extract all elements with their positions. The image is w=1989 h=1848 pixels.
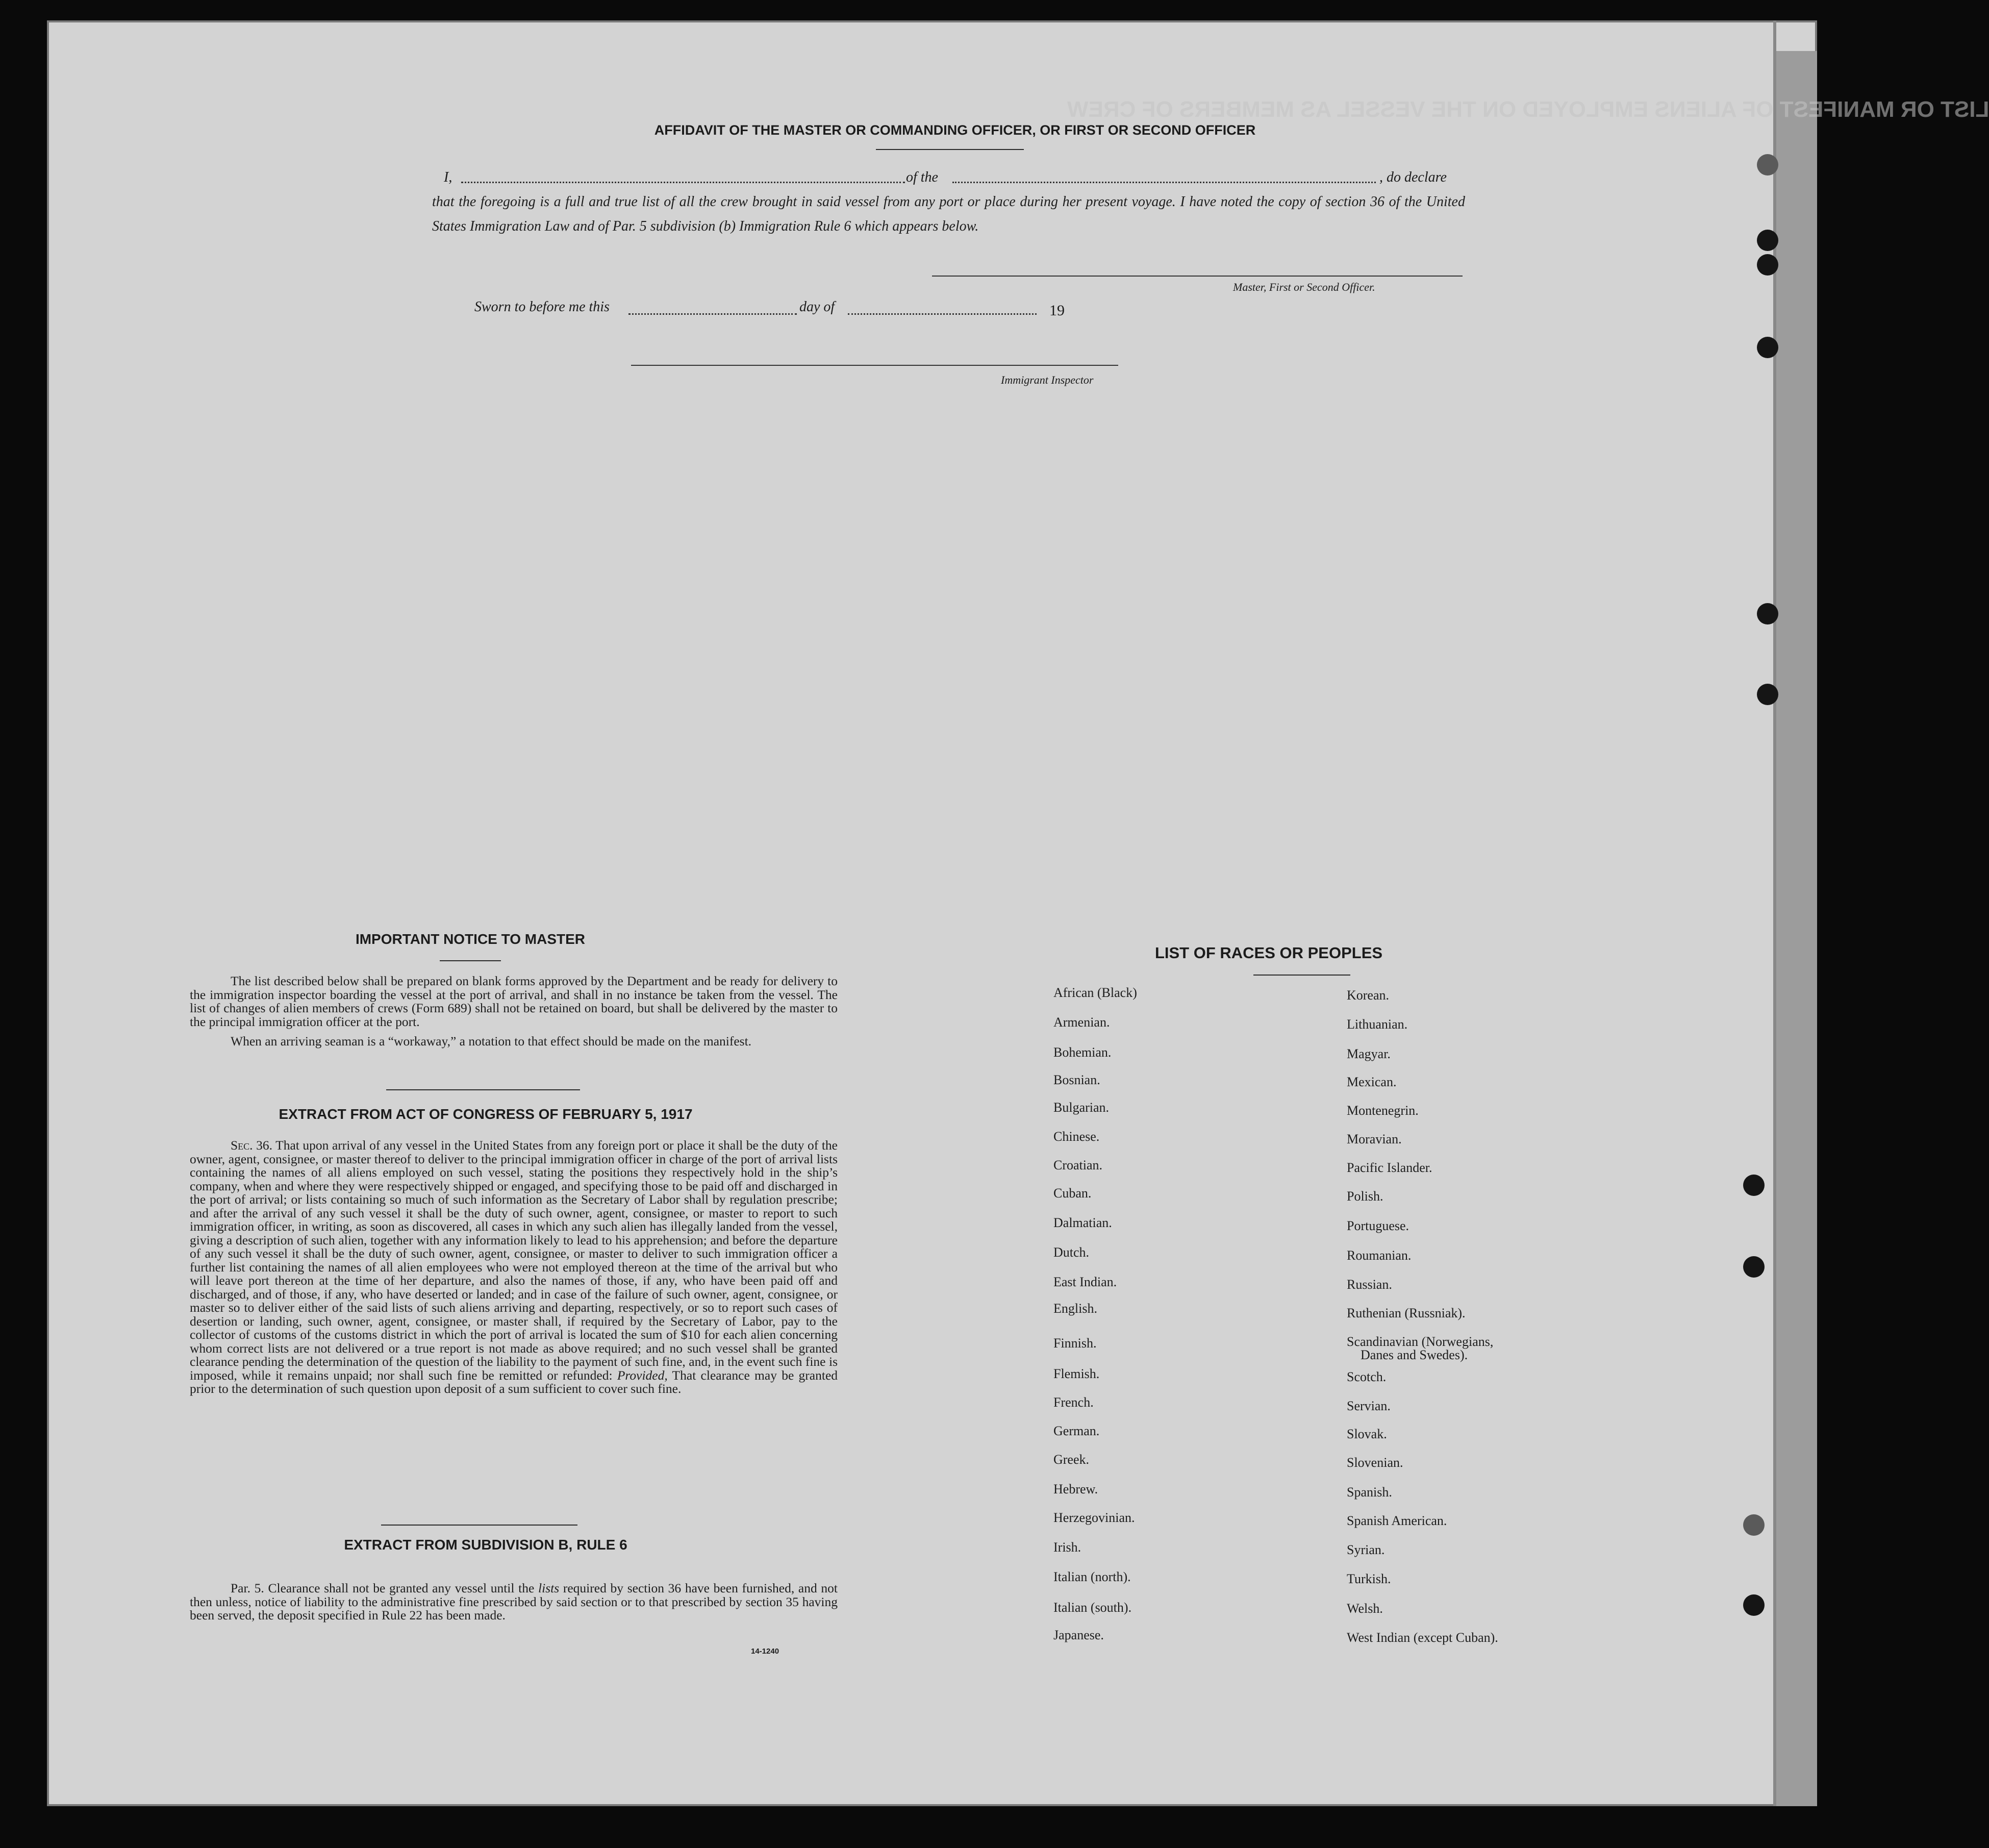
- race-item: Spanish American.: [1347, 1513, 1447, 1528]
- race-item: Magyar.: [1347, 1046, 1391, 1061]
- inspector-label: Immigrant Inspector: [1001, 373, 1094, 386]
- race-item: Montenegrin.: [1347, 1103, 1419, 1118]
- race-item: Polish.: [1347, 1189, 1383, 1204]
- notice-divider: [386, 1089, 580, 1090]
- punch-hole: [1757, 603, 1778, 625]
- race-item: Servian.: [1347, 1399, 1391, 1413]
- notice-title-rule: [440, 960, 501, 961]
- punch-hole: [1743, 1514, 1765, 1536]
- document-page: [47, 20, 1989, 1806]
- race-item: Portuguese.: [1347, 1218, 1409, 1233]
- notice-para-2: When an arriving seaman is a “workaway,” a notation to that effect should be made on the manifest.: [231, 1034, 752, 1048]
- form-number: 14-1240: [751, 1647, 779, 1656]
- race-item: Russian.: [1347, 1277, 1392, 1292]
- race-item: Korean.: [1347, 988, 1390, 1003]
- race-item: African (Black): [1053, 985, 1137, 1000]
- race-item: German.: [1053, 1424, 1100, 1438]
- race-item: Pacific Islander.: [1347, 1160, 1432, 1175]
- race-item: Syrian.: [1347, 1542, 1385, 1557]
- race-item: Moravian.: [1347, 1132, 1402, 1146]
- race-item: Spanish.: [1347, 1485, 1392, 1500]
- name-blank[interactable]: [461, 182, 905, 183]
- race-item: East Indian.: [1053, 1275, 1117, 1289]
- punch-hole: [1743, 1256, 1765, 1278]
- rule6-body-a: Par. 5. Clearance shall not be granted any vessel until the: [231, 1581, 535, 1595]
- sworn-month-blank[interactable]: [848, 313, 1037, 315]
- punch-hole: [1757, 154, 1778, 176]
- race-item: West Indian (except Cuban).: [1347, 1630, 1498, 1645]
- race-item: Bosnian.: [1053, 1072, 1100, 1087]
- race-item: Italian (south).: [1053, 1600, 1132, 1615]
- race-item: Slovak.: [1347, 1427, 1387, 1441]
- race-item: Dutch.: [1053, 1245, 1090, 1260]
- race-item: Lithuanian.: [1347, 1017, 1408, 1032]
- act-body-text: That upon arrival of any vessel in the United States from any foreign port or place it shall be the duty of the owner, agent, consignee, or master thereof to deliver to the principal immigration officer in charge of the port of arrival lists containing the names of all aliens employed on such vessel, stating the positions they respectively hold in the ship’s company, when and where they were respectively shipped or engaged, and specifying those to be paid off and discharged in the port of arrival; or lists containing so much of such information as the Secretary of Labor shall by regulation prescribe; and after the arrival of any such vessel it shall be the duty of such owner, agent, consignee, or master to report to such immigration officer, in writing, as soon as discovered, all cases in which any such alien has illegally landed from the vessel, giving a description of such alien, together with any information likely to lead to his apprehension; and before the departure of any such vessel it shall be the duty of such owner, agent, consignee, or master to deliver to such immigration officer a further list containing the names of all alien employees who were not employed thereon at the time of the arrival but who will leave port thereon at the time of her departure, and also the names of those, if any, who have been paid off and discharged, and of those, if any, who have deserted or landed; and in case of the failure of such owner, agent, consignee, or master so to deliver either of the said lists of such aliens arriving and departing, respectively, or so to report such cases of desertion or landing, such owner, agent, consignee, or master shall, if required by the Secretary of Labor, pay to the collector of customs of the customs district in which the port of arrival is located the sum of $10 for each alien concerning whom correct lists are not delivered or a true report is not made as above required; and no such vessel shall be granted clearance pending the determination of the question of the liability to the payment of such fine, and, in the event such fine is imposed, while it remains unpaid; nor shall such fine be remitted or refunded:: [190, 1138, 838, 1383]
- race-item: Bohemian.: [1053, 1045, 1112, 1060]
- race-item: Turkish.: [1347, 1571, 1391, 1586]
- master-signature-line[interactable]: [932, 276, 1463, 277]
- master-signature-label: Master, First or Second Officer.: [1233, 281, 1375, 293]
- notice-title: IMPORTANT NOTICE TO MASTER: [355, 931, 586, 947]
- punch-hole: [1757, 254, 1778, 276]
- race-item: Chinese.: [1053, 1129, 1100, 1144]
- page-edge-line: [1773, 20, 1776, 1806]
- act-title: EXTRACT FROM ACT OF CONGRESS OF FEBRUARY 5, 1917: [279, 1106, 693, 1122]
- race-item: Welsh.: [1347, 1601, 1383, 1616]
- race-item: Dalmatian.: [1053, 1215, 1112, 1230]
- race-item: Bulgarian.: [1053, 1100, 1110, 1115]
- races-title: LIST OF RACES OR PEOPLES: [1154, 944, 1383, 962]
- notice-para-1: The list described below shall be prepared on blank forms approved by the Department and be ready for delivery to the immigration inspector boarding the vessel at the port of arrival, and shall in no instance be taken from the vessel. The list of changes of alien members of crews (Form 689) shall not be retained on board, but shall be delivered by the master to the principal immigration officer at the port.: [190, 973, 838, 1029]
- sworn-year: 19: [1049, 302, 1065, 319]
- act-body: [190, 1139, 838, 1396]
- race-item: Armenian.: [1053, 1015, 1110, 1030]
- punch-hole: [1757, 684, 1778, 705]
- punch-hole: [1743, 1594, 1765, 1616]
- rule6-body: [190, 1582, 838, 1622]
- race-item: Irish.: [1053, 1540, 1081, 1555]
- race-item: Italian (north).: [1053, 1569, 1131, 1584]
- race-item: Scotch.: [1347, 1369, 1387, 1384]
- vessel-blank[interactable]: [952, 182, 1376, 183]
- race-item: Slovenian.: [1347, 1455, 1403, 1470]
- race-item: Flemish.: [1053, 1366, 1100, 1381]
- race-item: Greek.: [1053, 1452, 1090, 1467]
- sworn-text: Sworn to before me this: [474, 299, 610, 315]
- race-item: Mexican.: [1347, 1075, 1397, 1089]
- punch-hole: [1743, 1175, 1765, 1196]
- rule6-title: EXTRACT FROM SUBDIVISION B, RULE 6: [344, 1537, 627, 1553]
- race-item: English.: [1053, 1301, 1097, 1316]
- punch-hole: [1757, 230, 1778, 251]
- race-item: Scandinavian (Norwegians,: [1347, 1334, 1494, 1349]
- act-divider: [381, 1525, 577, 1526]
- act-provided: Provided,: [617, 1367, 668, 1383]
- act-tail: That clearance may be granted prior to the determination of such question upon deposit of a sum sufficient to cover such fine.: [190, 1367, 838, 1396]
- act-sec-label: Sec. 36.: [231, 1138, 273, 1153]
- punch-hole: [1757, 337, 1778, 358]
- bleed-through-header: LIST OR MANIFEST OF ALIENS EMPLOYED ON THE VESSEL AS MEMBERS OF CREW: [1067, 97, 1989, 122]
- race-item: Ruthenian (Russniak).: [1347, 1306, 1466, 1320]
- sworn-day-blank[interactable]: [628, 313, 797, 315]
- race-item: Herzegovinian.: [1053, 1510, 1135, 1525]
- race-item: French.: [1053, 1395, 1094, 1410]
- race-item: Roumanian.: [1347, 1248, 1412, 1263]
- affidavit-title-rule: [876, 149, 1024, 150]
- page-edge-shadow: [1776, 51, 1817, 1806]
- sworn-day-of: day of: [799, 299, 835, 315]
- race-item: Croatian.: [1053, 1158, 1103, 1172]
- race-item: Japanese.: [1053, 1628, 1104, 1642]
- race-item: Cuban.: [1053, 1186, 1092, 1201]
- race-item-continued: Danes and Swedes).: [1361, 1347, 1468, 1362]
- rule6-lists: lists: [538, 1581, 560, 1595]
- affidavit-i: I,: [444, 169, 452, 185]
- affidavit-title: AFFIDAVIT OF THE MASTER OR COMMANDING OFFICER, OR FIRST OR SECOND OFFICER: [654, 122, 1256, 138]
- inspector-signature-line[interactable]: [631, 365, 1118, 366]
- race-item: Hebrew.: [1053, 1482, 1098, 1496]
- races-title-rule: [1253, 975, 1350, 976]
- affidavit-declare: , do declare: [1379, 169, 1447, 185]
- affidavit-body: that the foregoing is a full and true list of all the crew brought in said vessel from any port or place during her present voyage. I have noted the copy of section 36 of the United States Immigration Law and of Par. 5 subdivision (b) Immigration Rule 6 which appears below.: [432, 194, 1465, 234]
- rule6-body-b: required by section 36 have been furnished, and not then unless, notice of liability to the administrative fine prescribed by said section or to that prescribed by section 35 having been served, the deposit specified in Rule 22 has been made.: [190, 1581, 838, 1622]
- affidavit-of-the: of the: [906, 169, 938, 185]
- race-item: Finnish.: [1053, 1336, 1097, 1351]
